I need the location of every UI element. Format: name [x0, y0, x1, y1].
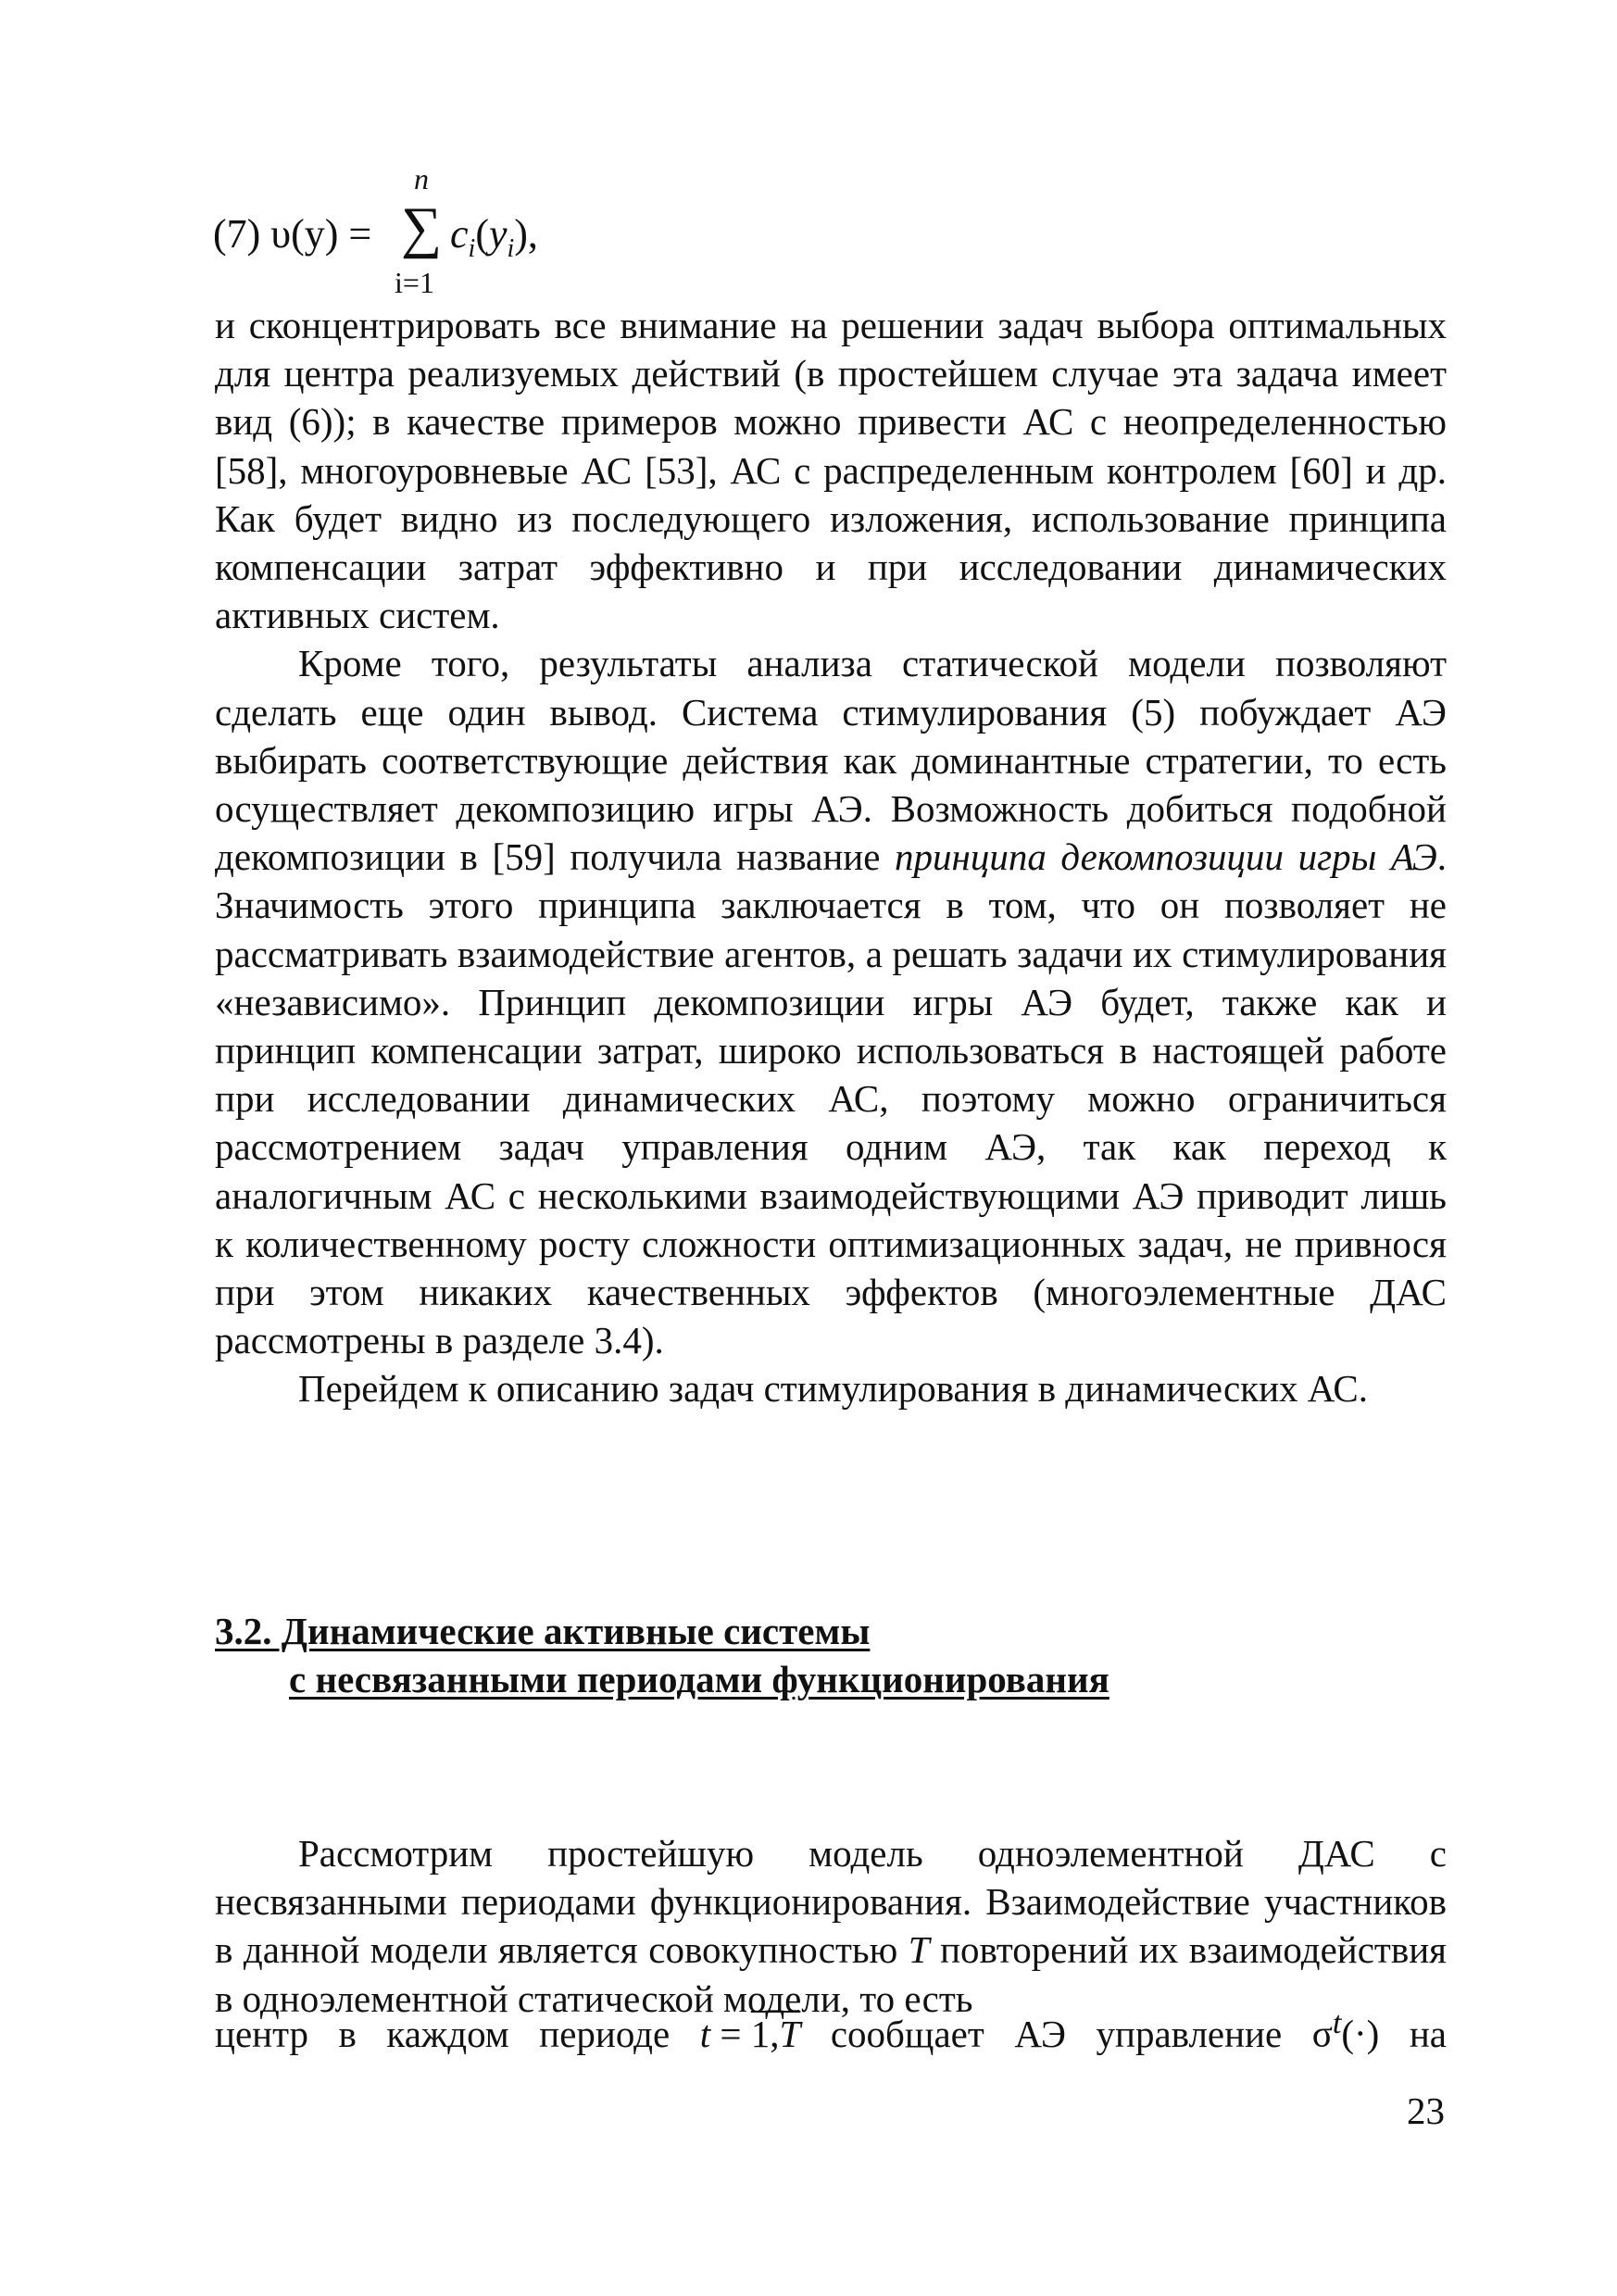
section-heading-line2: с несвязанными периодами функционирования [289, 1658, 1109, 1700]
sum-lower-limit: i=1 [395, 266, 434, 299]
section-heading [215, 1607, 1109, 1703]
paragraph-2: Кроме того, результаты анализа статической модели позволяют сделать еще один вывод. Система стимулирования (5) побуждает АЭ выбирать соответствующие действия как доминантные стратегии, то есть осуществляет декомпозицию игры АЭ. Возможность добиться подобной декомпозиции в [59] получила название принципа декомпозиции игры АЭ. Значимость этого принципа заключается в том, что он позволяет не рассматривать взаимодействие агентов, а решать задачи их стимулирования «независимо». Принцип декомпозиции игры АЭ будет, также как и принцип компенсации затрат, широко использоваться в настоящей работе при исследовании динамических АС, поэтому можно ограничиться рассмотрением задач управления одним АЭ, так как переход к аналогичным АС с несколькими взаимодействующими АЭ приводит лишь к количественному росту сложности оптимизационных задач, не привнося при этом никаких качественных эффектов (многоэлементные ДАС рассмотрены в разделе 3.4). [215, 642, 1447, 1362]
formula-label: (7) υ(y) = [213, 211, 372, 257]
formula-7 [213, 162, 676, 310]
paragraph-3: Перейдем к описанию задач стимулирования в динамических АС. [298, 1367, 1368, 1411]
paragraph-1: и сконцентрировать все внимание на решении задач выбора оптимальных для центра реализуемых действий (в простейшем случае эта задача имеет вид (6)); в качестве примеров можно привести АС с неопределенностью [58], многоуровневые АС [53], АС с распределенным контролем [60] и др. Как будет видно из последующего изложения, использование принципа компенсации затрат эффективно и при исследовании динамических активных систем. [215, 304, 1447, 637]
range-overline: 1,T [750, 2012, 801, 2055]
italic-term: принципа декомпозиции игры АЭ [894, 835, 1437, 879]
sum-upper-limit: n [414, 162, 429, 195]
body-text-2 [215, 1829, 1447, 2023]
formula-term: $c_i(y_i)$, [450, 211, 538, 263]
page-number: 23 [1407, 2089, 1445, 2132]
sum-symbol: ∑ [401, 196, 443, 259]
body-text [215, 301, 1447, 1413]
paragraph-4: Рассмотрим простейшую модель одноэлементной ДАС с несвязанными периодами функционирования. Взаимодействие участников в данной модели является совокупностью T повторений их взаимодействия в одноэлементной статической модели, то есть [215, 1832, 1447, 2020]
paragraph-4-last-line: центр в каждом периоде t = 1,T сообщает АЭ управление $\sigma^t(\cdot)$ на [215, 2006, 1447, 2055]
section-heading-line1: 3.2. Динамические активные системы [215, 1610, 871, 1652]
